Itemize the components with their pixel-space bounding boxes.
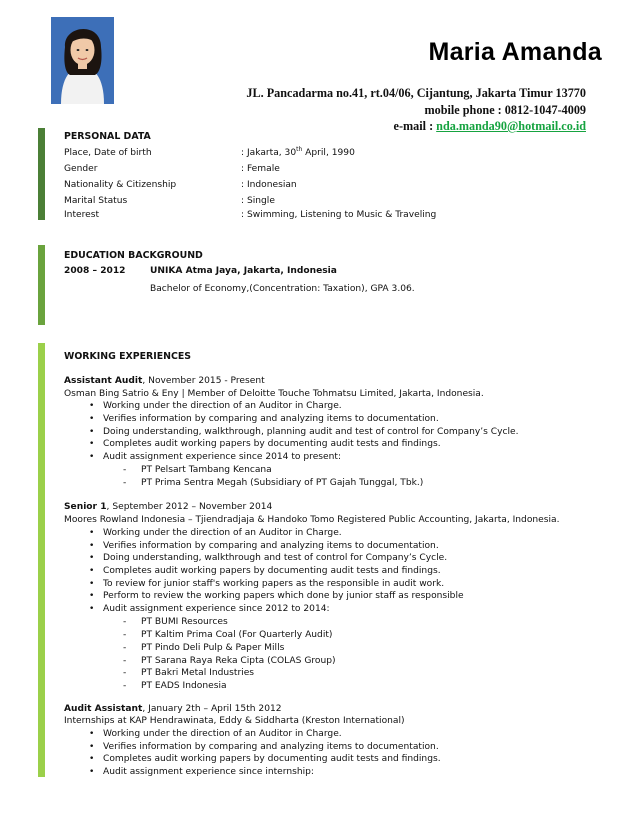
personal-label: Place, Date of birth — [64, 148, 152, 158]
dash-icon: - — [123, 465, 127, 475]
client-item: PT Bakri Metal Industries — [141, 668, 255, 678]
job-company: Moores Rowland Indonesia – Tjiendradjaja & Handoko Tomo Registered Public Accounting, Jakarta, Indonesia. — [64, 515, 560, 525]
personal-row — [64, 145, 564, 159]
job-bullet: Working under the direction of an Auditor in Charge. — [103, 401, 342, 411]
bullet-icon: • — [89, 541, 95, 551]
email-link[interactable]: nda.manda90@hotmail.co.id — [436, 119, 586, 133]
job-title-line — [64, 376, 265, 387]
dash-icon: - — [123, 656, 127, 666]
job-period: , September 2012 – November 2014 — [106, 502, 273, 512]
client-item: PT BUMI Resources — [141, 617, 228, 627]
email-label: e-mail : — [393, 119, 437, 133]
job-bullet: Perform to review the working papers which done by junior staff as responsible — [103, 591, 464, 601]
job-bullet: Audit assignment experience since internship: — [103, 767, 314, 777]
bullet-icon: • — [89, 566, 95, 576]
bullet-icon: • — [89, 553, 95, 563]
dash-icon: - — [123, 630, 127, 640]
job-bullet: Doing understanding, walkthrough, planning audit and test of control for Company’s Cycle. — [103, 427, 519, 437]
personal-row — [64, 180, 564, 191]
personal-label: Gender — [64, 164, 98, 174]
dash-icon: - — [123, 643, 127, 653]
personal-label: Marital Status — [64, 196, 128, 206]
bullet-icon: • — [89, 767, 95, 777]
section-accent-bar-work — [38, 343, 45, 777]
client-item: PT Kaltim Prima Coal (For Quarterly Audit) — [141, 630, 333, 640]
personal-value: : Jakarta, 30th April, 1990 — [241, 145, 355, 158]
client-item: PT Prima Sentra Megah (Subsidiary of PT Gajah Tunggal, Tbk.) — [141, 478, 424, 488]
bullet-icon: • — [89, 579, 95, 589]
bullet-icon: • — [89, 414, 95, 424]
job-bullet: Verifies information by comparing and analyzing items to documentation. — [103, 742, 439, 752]
job-bullet: Working under the direction of an Auditor in Charge. — [103, 729, 342, 739]
client-item: PT Pindo Deli Pulp & Paper Mills — [141, 643, 285, 653]
job-bullet: Verifies information by comparing and analyzing items to documentation. — [103, 414, 439, 424]
job-period: , January 2th – April 15th 2012 — [142, 704, 282, 714]
personal-value: : Female — [241, 164, 280, 174]
personal-value: : Indonesian — [241, 180, 297, 190]
job-title-line — [64, 704, 282, 715]
job-title: Audit Assistant — [64, 704, 143, 714]
personal-data-heading: PERSONAL DATA — [64, 131, 151, 142]
bullet-icon: • — [89, 401, 95, 411]
education-heading: EDUCATION BACKGROUND — [64, 250, 203, 261]
section-accent-bar-education — [38, 245, 45, 325]
job-title: Senior 1 — [64, 502, 107, 512]
personal-label: Interest — [64, 210, 100, 220]
phone-number: mobile phone : 0812-1047-4009 — [424, 103, 586, 117]
bullet-icon: • — [89, 729, 95, 739]
bullet-icon: • — [89, 591, 95, 601]
job-bullet: Completes audit working papers by documenting audit tests and findings. — [103, 754, 441, 764]
personal-row — [64, 164, 564, 175]
job-bullet: Audit assignment experience since 2014 to present: — [103, 452, 342, 462]
personal-value: : Swimming, Listening to Music & Traveling — [241, 210, 437, 220]
bullet-icon: • — [89, 742, 95, 752]
dash-icon: - — [123, 617, 127, 627]
dash-icon: - — [123, 478, 127, 488]
dash-icon: - — [123, 681, 127, 691]
job-company: Osman Bing Satrio & Eny | Member of Deloitte Touche Tohmatsu Limited, Jakarta, Indonesia. — [64, 389, 484, 399]
education-degree: Bachelor of Economy,(Concentration: Taxation), GPA 3.06. — [150, 284, 415, 294]
dash-icon: - — [123, 668, 127, 678]
job-bullet: Completes audit working papers by documenting audit tests and findings. — [103, 566, 441, 576]
education-school: UNIKA Atma Jaya, Jakarta, Indonesia — [150, 266, 337, 276]
client-item: PT EADS Indonesia — [141, 681, 227, 691]
job-bullet: Completes audit working papers by documenting audit tests and findings. — [103, 439, 441, 449]
education-years: 2008 – 2012 — [64, 266, 126, 276]
work-heading: WORKING EXPERIENCES — [64, 351, 191, 362]
job-title-line — [64, 502, 272, 513]
bullet-icon: • — [89, 439, 95, 449]
profile-photo — [51, 17, 114, 104]
job-bullet: Working under the direction of an Auditor in Charge. — [103, 528, 342, 538]
personal-label: Nationality & Citizenship — [64, 180, 177, 190]
personal-row — [64, 196, 564, 207]
job-bullet: To review for junior staff's working papers as the responsible in audit work. — [103, 579, 445, 589]
job-title: Assistant Audit — [64, 376, 143, 386]
bullet-icon: • — [89, 452, 95, 462]
job-bullet: Doing understanding, walkthrough and test of control for Company’s Cycle. — [103, 553, 448, 563]
job-period: , November 2015 - Present — [142, 376, 265, 386]
applicant-name: Maria Amanda — [428, 38, 602, 66]
bullet-icon: • — [89, 754, 95, 764]
address: JL. Pancadarma no.41, rt.04/06, Cijantung, Jakarta Timur 13770 — [246, 86, 586, 100]
bullet-icon: • — [89, 604, 95, 614]
job-company: Internships at KAP Hendrawinata, Eddy & Siddharta (Kreston International) — [64, 716, 405, 726]
bullet-icon: • — [89, 528, 95, 538]
personal-row — [64, 210, 564, 221]
client-item: PT Sarana Raya Reka Cipta (COLAS Group) — [141, 656, 336, 666]
job-bullet: Audit assignment experience since 2012 to 2014: — [103, 604, 330, 614]
personal-value: : Single — [241, 196, 275, 206]
section-accent-bar-personal — [38, 128, 45, 220]
bullet-icon: • — [89, 427, 95, 437]
job-bullet: Verifies information by comparing and analyzing items to documentation. — [103, 541, 439, 551]
client-item: PT Pelsart Tambang Kencana — [141, 465, 272, 475]
email-line — [394, 119, 586, 134]
